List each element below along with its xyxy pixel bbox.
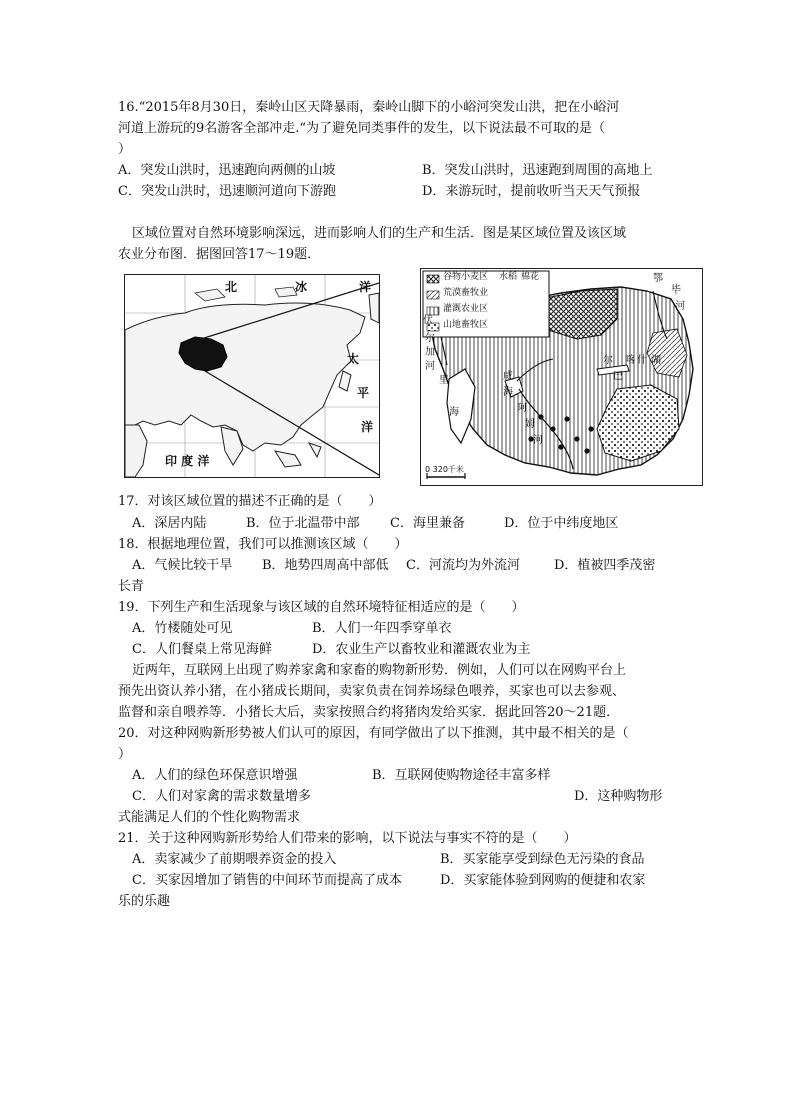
q21-option-d: D．买家能体验到网购的便捷和农家 bbox=[440, 873, 646, 888]
q19-option-a: A．竹楼随处可见 bbox=[132, 621, 233, 636]
q17-stem: 17．对该区域位置的描述不正确的是（ ） bbox=[118, 494, 382, 509]
q17-option-c: C．海里兼备 bbox=[390, 516, 465, 531]
agriculture-map bbox=[420, 268, 703, 486]
q18-option-b: B．地势四周高中部低 bbox=[262, 558, 389, 573]
label-hai-aral: 海 bbox=[503, 387, 513, 398]
q21-option-b: B．买家能享受到绿色无污染的食品 bbox=[440, 852, 645, 867]
legend-irrigated: 灌溉农业区 bbox=[443, 304, 489, 314]
label-river-volga: 河 bbox=[425, 361, 435, 372]
q20-option-d: D．这种购物形 bbox=[574, 789, 663, 804]
q16-stem-line3: ） bbox=[118, 142, 132, 157]
agriculture-map-drawing bbox=[421, 269, 702, 485]
q16-option-d: D．来游玩时，提前收听当天天气预报 bbox=[422, 184, 641, 199]
intro2-line3: 监督和亲自喂养等．小猪长大后，卖家按照合约将猪肉发给买家．据此回答20～21题． bbox=[118, 705, 620, 720]
q19-option-b: B．人们一年四季穿单衣 bbox=[312, 621, 452, 636]
legend-mountain: 山地畜牧区 bbox=[443, 320, 489, 330]
label-er-balkhash: 尔 bbox=[603, 355, 613, 366]
q16-stem-line2: 河道上游玩的9名游客全部冲走.“为了避免同类事件的发生，以下说法最不可取的是（ bbox=[118, 121, 606, 136]
q17-option-a: A．深居内陆 bbox=[132, 516, 207, 531]
q20-stem-line2: ） bbox=[118, 747, 132, 762]
label-jia: 加 bbox=[425, 347, 435, 358]
q17-option-b: B．位于北温带中部 bbox=[246, 516, 360, 531]
q21-option-d-cont: 乐的乐趣 bbox=[118, 894, 171, 909]
intro2-line2: 预先出资认养小猪，在小猪成长期间，卖家负责在饲养场绿色喂养，买家也可以去参观、 bbox=[118, 684, 626, 699]
label-hai-caspian: 海 bbox=[449, 407, 459, 418]
label-bi: 毕 bbox=[671, 285, 681, 296]
label-er-volga: 尔 bbox=[425, 333, 435, 344]
intro1-line2: 农业分布图．据图回答17～19题． bbox=[118, 247, 321, 262]
label-a: 阿 bbox=[517, 403, 527, 414]
q18-option-a: A．气候比较干旱 bbox=[132, 558, 233, 573]
q16-option-b: B．突发山洪时，迅速跑到周围的高地上 bbox=[422, 163, 653, 178]
legend-cotton: 棉花 bbox=[521, 272, 540, 282]
q20-option-b: B．互联网使购物途径丰富多样 bbox=[372, 768, 551, 783]
q19-option-d: D．农业生产以畜牧业和灌溉农业为主 bbox=[312, 642, 531, 657]
legend-pasture: 荒漠畜牧业 bbox=[443, 288, 489, 298]
label-river-ob: 河 bbox=[675, 301, 685, 312]
label-shi: 什 bbox=[637, 355, 647, 366]
label-ice: 冰 bbox=[295, 280, 308, 294]
label-fu: 伏 bbox=[423, 315, 433, 326]
q18-option-c: C．河流均为外流河 bbox=[406, 558, 520, 573]
label-mu: 姆 bbox=[525, 419, 535, 430]
intro2-line1: 近两年，互联网上出现了购养家禽和家畜的购物新形势．例如，人们可以在网购平台上 bbox=[132, 663, 627, 678]
q21-option-a: A．卖家减少了前期喂养资金的投入 bbox=[132, 852, 337, 867]
label-ba: 巴 bbox=[613, 371, 623, 382]
label-ocean-pacific: 洋 bbox=[361, 420, 374, 434]
q18-stem: 18．根据地理位置，我们可以推测该区域（ ） bbox=[118, 537, 408, 552]
q19-stem: 19．下列生产和生活现象与该区域的自然环境特征相适应的是（ ） bbox=[118, 600, 525, 615]
location-map bbox=[124, 274, 380, 478]
legend-grain: 谷物小麦区 bbox=[443, 272, 489, 282]
label-li: 里 bbox=[439, 375, 449, 386]
q17-option-d: D．位于中纬度地区 bbox=[504, 516, 619, 531]
location-map-drawing bbox=[125, 275, 379, 477]
label-tai: 太 bbox=[347, 352, 360, 366]
q20-stem-line1: 20．对这种网购新形势被人们认可的原因，有同学做出了以下推测，其中最不相关的是（ bbox=[118, 726, 629, 741]
label-xian: 咸 bbox=[503, 371, 513, 382]
scale-label: 0 320千米 bbox=[425, 465, 464, 474]
q18-option-d-cont: 长青 bbox=[118, 579, 145, 594]
label-north: 北 bbox=[225, 280, 238, 294]
intro1-line1: 区域位置对自然环境影响深远，进而影响人们的生产和生活．图是某区域位置及该区域 bbox=[132, 226, 627, 241]
q20-option-a: A．人们的绿色环保意识增强 bbox=[132, 768, 298, 783]
label-ocean-north: 洋 bbox=[359, 280, 372, 294]
q20-option-d-cont: 式能满足人们的个性化购物需求 bbox=[118, 810, 301, 825]
label-ka: 喀 bbox=[625, 355, 635, 366]
label-hu: 湖 bbox=[651, 355, 661, 366]
q18-option-d: D．植被四季茂密 bbox=[554, 558, 656, 573]
legend-rice: 水稻 bbox=[499, 272, 518, 282]
q21-option-c: C．买家因增加了销售的中间环节而提高了成本 bbox=[132, 873, 402, 888]
label-indian-ocean: 印 度 洋 bbox=[165, 454, 210, 468]
q16-option-c: C．突发山洪时，迅速顺河道向下游跑 bbox=[118, 184, 336, 199]
q16-option-a: A．突发山洪时，迅速跑向两侧的山坡 bbox=[118, 163, 336, 178]
q19-option-c: C．人们餐桌上常见海鲜 bbox=[132, 642, 272, 657]
q16-stem-line1: 16.“2015年8月30日，秦岭山区天降暴雨，秦岭山脚下的小峪河突发山洪，把在小峪河 bbox=[118, 100, 620, 115]
q20-option-c: C．人们对家禽的需求数量增多 bbox=[132, 789, 311, 804]
label-river-amu: 河 bbox=[533, 435, 543, 446]
q21-stem: 21．关于这种网购新形势给人们带来的影响，以下说法与事实不符的是（ ） bbox=[118, 831, 577, 846]
label-e: 鄂 bbox=[653, 273, 663, 284]
label-ping: 平 bbox=[357, 386, 370, 400]
